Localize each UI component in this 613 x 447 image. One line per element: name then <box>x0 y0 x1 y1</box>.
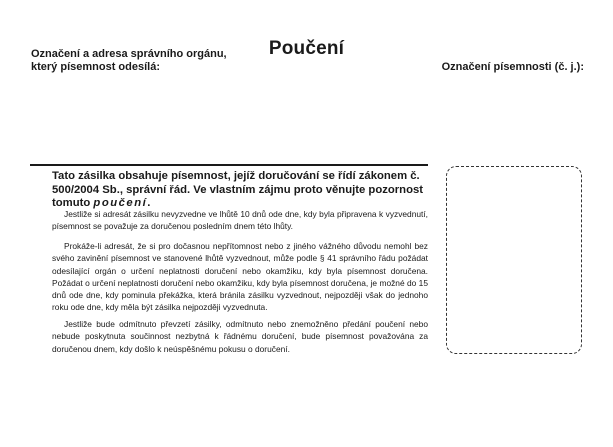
notice-paragraph-3: Jestliže bude odmítnuto převzetí zásilky, odmítnuto nebo znemožněno předání poučení nebo nebude poskytnuta součinnost nezbytná k řádnému doručení, bude písemnost považována za doručenou dnem, kdy došlo k neúspěšnému pokusu o doručení. <box>52 319 428 354</box>
intro-emphasis: poučení <box>93 197 148 209</box>
notice-intro <box>52 170 428 211</box>
intro-text: Tato zásilka obsahuje písemnost, jejíž doručování se řídí zákonem č. 500/2004 Sb., správní řád. Ve vlastním zájmu proto věnujte pozornost tomuto <box>52 170 424 209</box>
intro-end: . <box>147 197 151 209</box>
notice-paragraph-2: Prokáže-li adresát, že si pro dočasnou nepřítomnost nebo z jiného vážného důvodu nemohl bez svého zavinění písemnost ve stanovené lhůtě vyzvednout, může podle § 41 správního řádu požádat odesílající orgán o určení neplatnosti doručení nebo okamžiku, kdy byla písemnost doručena. Požádat o určení neplatnosti doručení nebo okamžiku, kdy byla písemnost doručena, je možné do 15 dnů ode dne, kdy pominula překážka, která bránila zásilku vyzvednout, nejpozději však do jednoho roku ode dne, kdy měla být zásilka nejpozději vyzvednuta. <box>52 241 428 313</box>
stamp-area <box>446 166 582 354</box>
sender-label-line-1: Označení a adresa správního orgánu, <box>31 48 227 60</box>
document-reference-label: Označení písemnosti (č. j.): <box>441 61 584 73</box>
notice-paragraph-1: Jestliže si adresát zásilku nevyzvedne ve lhůtě 10 dnů ode dne, kdy byla připravena k vyzvednutí, písemnost se považuje za doručenou posledním dnem této lhůty. <box>52 209 428 232</box>
section-divider <box>30 164 428 166</box>
sender-authority-label <box>31 48 251 74</box>
page-title: Poučení <box>268 38 345 59</box>
sender-label-line-2: který písemnost odesílá: <box>31 61 160 73</box>
